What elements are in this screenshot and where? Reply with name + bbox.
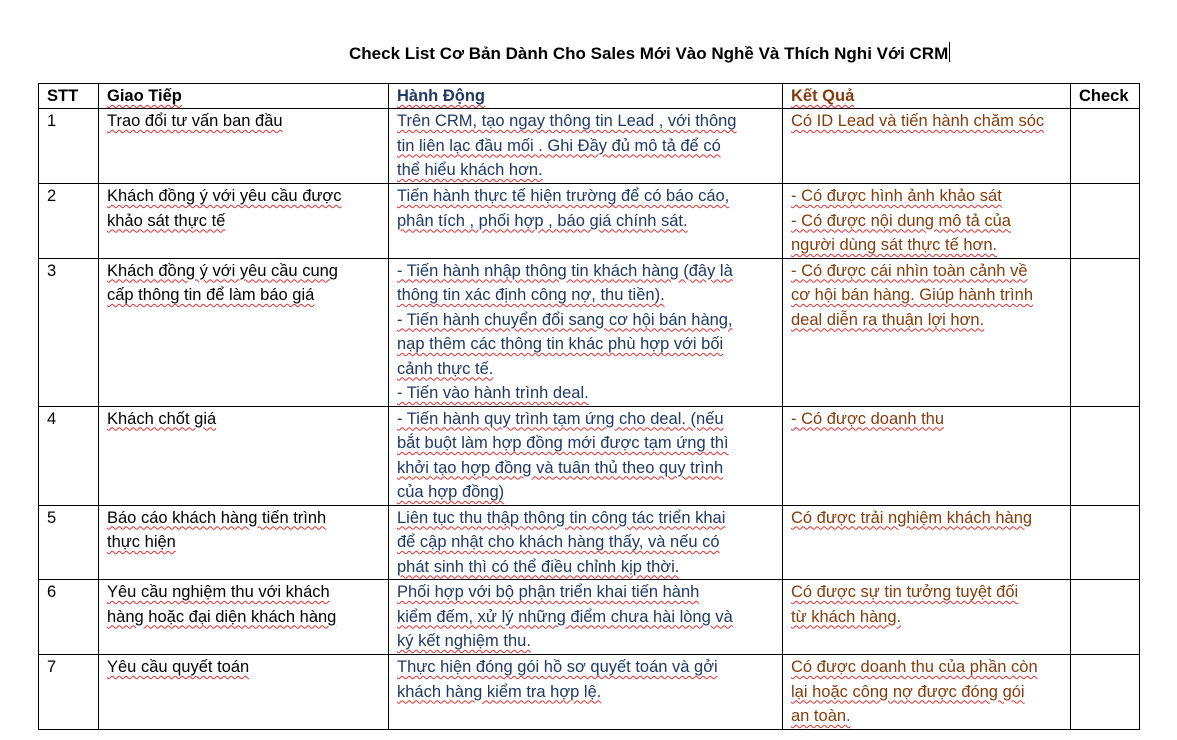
cell-hanh-dong-line: để cập nhật cho khách hàng thấy, và nếu có [397,533,720,551]
cell-ket-qua [783,505,1071,580]
cell-ket-qua-line: từ khách hàng. [791,607,902,626]
cell-hanh-dong-line: nạp thêm các thông tin khác phù hợp với bối [397,335,724,353]
cell-giao-tiep-line: hàng hoặc đại diện khách hàng [107,607,337,626]
cell-check[interactable] [1071,406,1140,505]
cell-ket-qua-line: lại hoặc công nợ được đóng gói [791,682,1025,701]
cell-giao-tiep [99,184,389,259]
cell-giao-tiep-line: Khách đồng ý với yêu cầu được [107,187,342,205]
cell-hanh-dong-line: khởi tạo hợp đồng và tuân thủ theo quy trình [397,458,724,477]
cell-ket-qua-line: người dùng sát thực tế hơn. [791,236,998,254]
cell-hanh-dong [389,655,783,730]
cell-ket-qua-line: - Có được cái nhìn toàn cảnh về [791,261,1028,280]
table-body [39,109,1140,730]
cell-giao-tiep [99,109,389,184]
cell-ket-qua-line: Có được doanh thu của phần còn [791,658,1038,676]
cell-hanh-dong-line: - Tiến hành chuyển đổi sang cơ hội bán hàng, [397,310,733,329]
cell-giao-tiep-line: Khách đồng ý với yêu cầu cung [107,261,338,280]
document-title[interactable] [349,42,949,64]
cell-hanh-dong-line: Tiến hành thực tế hiện trường để có báo cáo, [397,187,730,205]
header-giao-tiep: Giao Tiếp [99,84,389,109]
table-header-row [39,84,1140,109]
cell-giao-tiep-line: Yêu cầu quyết toán [107,658,250,676]
cell-hanh-dong-line: của hợp đồng) [397,483,505,501]
cell-check[interactable] [1071,655,1140,730]
cell-giao-tiep-line: Yêu cầu nghiệm thu với khách [107,583,330,601]
cell-giao-tiep [99,580,389,655]
cell-ket-qua [783,406,1071,505]
checklist-table [38,83,1140,730]
cell-giao-tiep-line: Báo cáo khách hàng tiến trình [107,508,327,527]
cell-check[interactable] [1071,505,1140,580]
cell-ket-qua-line: Có ID Lead và tiến hành chăm sóc [791,112,1045,130]
cell-hanh-dong [389,580,783,655]
cell-hanh-dong-line: bắt buột làm hợp đồng mới được tạm ứng thì [397,434,729,452]
cell-hanh-dong-line: cảnh thực tế. [397,359,494,378]
cell-hanh-dong-line: phân tích , phối hợp , báo giá chính sát. [397,211,688,230]
cell-ket-qua [783,580,1071,655]
cell-hanh-dong-line: phát sinh thì có thể điều chỉnh kịp thời. [397,557,680,576]
table-row [39,505,1140,580]
table-row [39,109,1140,184]
cell-hanh-dong-line: - Tiến hành nhập thông tin khách hàng (đây là [397,261,733,280]
cell-check[interactable] [1071,580,1140,655]
cell-hanh-dong-line: ký kết nghiệm thu. [397,632,531,650]
cell-hanh-dong-line: kiểm đếm, xử lý những điểm chưa hài lòng và [397,607,733,626]
cell-hanh-dong-line: khách hàng kiểm tra hợp lệ. [397,682,602,701]
cell-hanh-dong-line: Phối hợp với bộ phận triển khai tiến hành [397,583,700,601]
cell-stt: 2 [39,184,99,259]
cell-ket-qua-line: an toàn. [791,707,851,725]
table-row [39,580,1140,655]
cell-hanh-dong [389,258,783,406]
cell-ket-qua-line: Có được sự tin tưởng tuyệt đối [791,583,1019,601]
table-row [39,258,1140,406]
cell-stt: 7 [39,655,99,730]
text-cursor [949,42,950,62]
cell-ket-qua-line: deal diễn ra thuận lợi hơn. [791,310,985,329]
cell-ket-qua [783,184,1071,259]
cell-check[interactable] [1071,184,1140,259]
cell-ket-qua [783,258,1071,406]
cell-hanh-dong [389,109,783,184]
cell-ket-qua-line: cơ hội bán hàng. Giúp hành trình [791,286,1033,304]
cell-ket-qua [783,109,1071,184]
cell-stt: 5 [39,505,99,580]
cell-hanh-dong-line: thông tin xác định công nợ, thu tiền). [397,286,665,304]
cell-giao-tiep [99,655,389,730]
table-row [39,406,1140,505]
cell-hanh-dong [389,184,783,259]
cell-giao-tiep-line: cấp thông tin để làm báo giá [107,286,315,304]
document-title-text: Check List Cơ Bản Dành Cho Sales Mới Vào Nghề Và Thích Nghi Với CRM [349,44,949,63]
cell-stt: 6 [39,580,99,655]
cell-check[interactable] [1071,109,1140,184]
cell-stt: 4 [39,406,99,505]
header-hanh-dong: Hành Động [389,84,783,109]
cell-hanh-dong-line: - Tiến vào hành trình deal. [397,384,589,402]
header-ket-qua: Kết Quả [783,84,1071,109]
cell-hanh-dong-line: Thực hiện đóng gói hồ sơ quyết toán và gởi [397,658,718,676]
header-check: Check [1071,84,1140,109]
cell-hanh-dong [389,505,783,580]
table-row [39,184,1140,259]
cell-check[interactable] [1071,258,1140,406]
cell-giao-tiep-line: thực hiện [107,533,176,551]
cell-giao-tiep [99,258,389,406]
cell-hanh-dong-line: tin liên lạc đầu mối . Ghi Đầy đủ mô tả để có [397,136,721,155]
cell-ket-qua-line: - Có được doanh thu [791,409,945,428]
cell-giao-tiep [99,505,389,580]
cell-ket-qua-line: - Có được hình ảnh khảo sát [791,187,1002,205]
header-stt: STT [39,84,99,109]
cell-hanh-dong-line: thể hiểu khách hơn. [397,161,543,179]
cell-giao-tiep-line: Trao đổi tư vấn ban đầu [107,112,283,130]
cell-stt: 3 [39,258,99,406]
cell-giao-tiep-line: khảo sát thực tế [107,211,226,230]
table-row [39,655,1140,730]
cell-ket-qua-line: Có được trải nghiệm khách hàng [791,508,1033,527]
cell-hanh-dong [389,406,783,505]
cell-hanh-dong-line: - Tiến hành quy trình tạm ứng cho deal. (nếu [397,409,724,428]
cell-giao-tiep [99,406,389,505]
cell-ket-qua [783,655,1071,730]
cell-hanh-dong-line: Trên CRM, tạo ngay thông tin Lead , với thông [397,112,737,130]
cell-hanh-dong-line: Liên tục thu thập thông tin công tác triển khai [397,508,726,527]
cell-giao-tiep-line: Khách chốt giá [107,409,217,428]
cell-ket-qua-line: - Có được nội dung mô tả của [791,211,1011,230]
cell-stt: 1 [39,109,99,184]
